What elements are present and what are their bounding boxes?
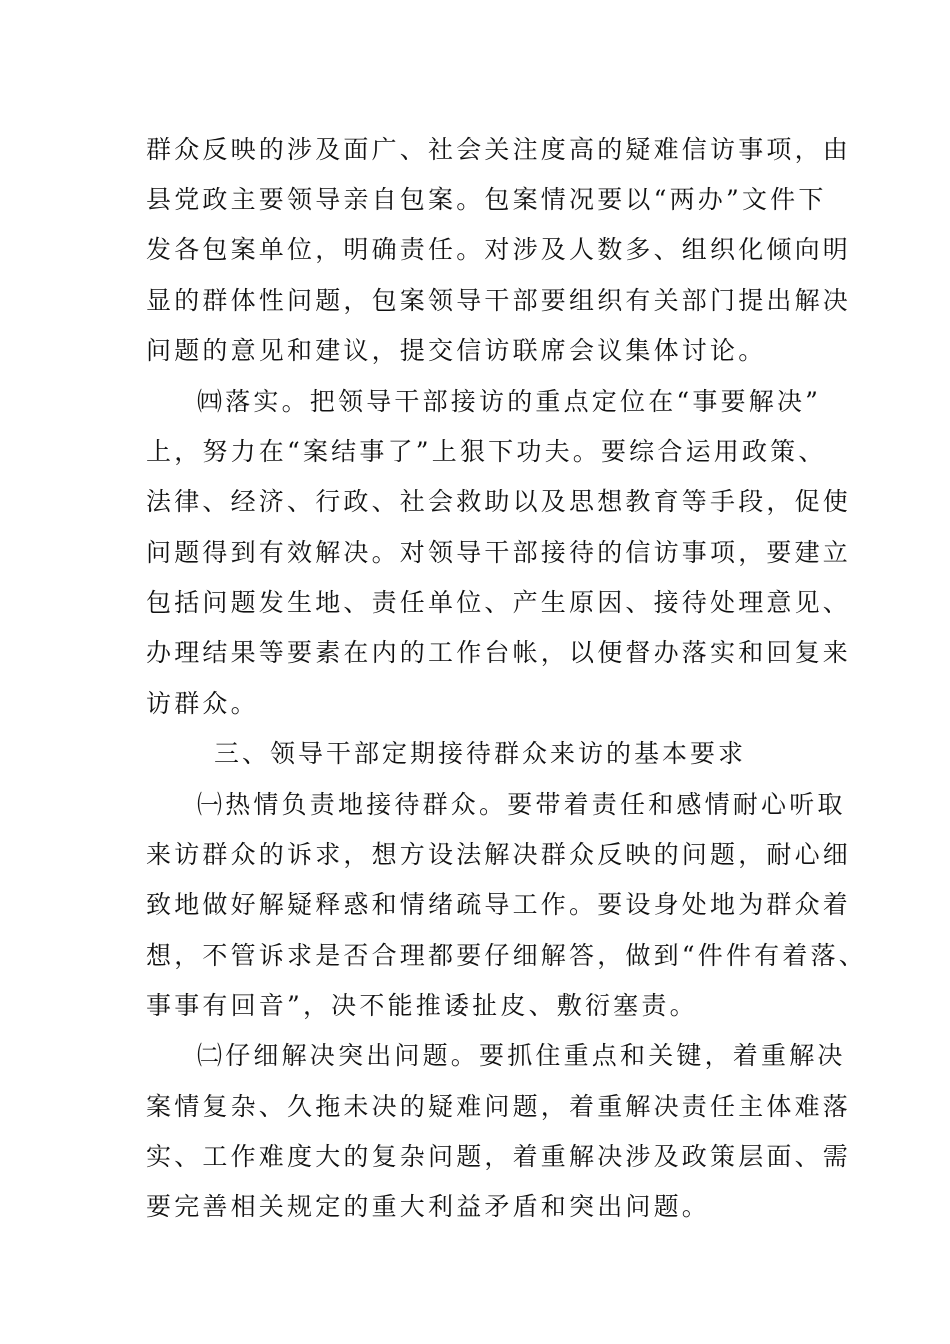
body-text-line: 案情复杂、久拖未决的疑难问题，着重解决责任主体难落	[146, 1092, 852, 1121]
body-text-line: 致地做好解疑释惑和情绪疏导工作。要设身处地为群众着	[146, 890, 852, 919]
paragraph-start-line: ㈡仔细解决突出问题。要抓住重点和关键，着重解决	[197, 1041, 846, 1070]
body-text-line: 法律、经济、行政、社会救助以及思想教育等手段，促使	[146, 487, 852, 516]
body-text-line: 发各包案单位，明确责任。对涉及人数多、组织化倾向明	[146, 235, 852, 264]
body-text-line: 访群众。	[146, 689, 259, 718]
paragraph-start-line: ㈠热情负责地接待群众。要带着责任和感情耐心听取	[197, 790, 846, 819]
body-text-line: 实、工作难度大的复杂问题，着重解决涉及政策层面、需	[146, 1142, 852, 1171]
body-text-line: 办理结果等要素在内的工作台帐，以便督办落实和回复来	[146, 638, 852, 667]
body-text-line: 要完善相关规定的重大利益矛盾和突出问题。	[146, 1192, 711, 1221]
paragraph-start-line: ㈣落实。把领导干部接访的重点定位在“事要解决”	[197, 387, 822, 416]
body-text-line: 事事有回音”，决不能推诿扯皮、敷衍塞责。	[146, 991, 698, 1020]
body-text-line: 群众反映的涉及面广、社会关注度高的疑难信访事项，由	[146, 135, 852, 164]
body-text-line: 来访群众的诉求，想方设法解决群众反映的问题，耐心细	[146, 840, 852, 869]
body-text-line: 想，不管诉求是否合理都要仔细解答，做到“件件有着落、	[146, 941, 867, 970]
body-text-line: 问题的意见和建议，提交信访联席会议集体讨论。	[146, 336, 767, 365]
body-text-line: 县党政主要领导亲自包案。包案情况要以“两办”文件下	[146, 185, 827, 214]
body-text-line: 包括问题发生地、责任单位、产生原因、接待处理意见、	[146, 588, 852, 617]
body-text-line: 显的群体性问题，包案领导干部要组织有关部门提出解决	[146, 286, 852, 315]
body-text-line: 上，努力在“案结事了”上狠下功夫。要综合运用政策、	[146, 437, 827, 466]
section-heading: 三、领导干部定期接待群众来访的基本要求	[214, 739, 747, 768]
body-text-line: 问题得到有效解决。对领导干部接待的信访事项，要建立	[146, 538, 852, 567]
